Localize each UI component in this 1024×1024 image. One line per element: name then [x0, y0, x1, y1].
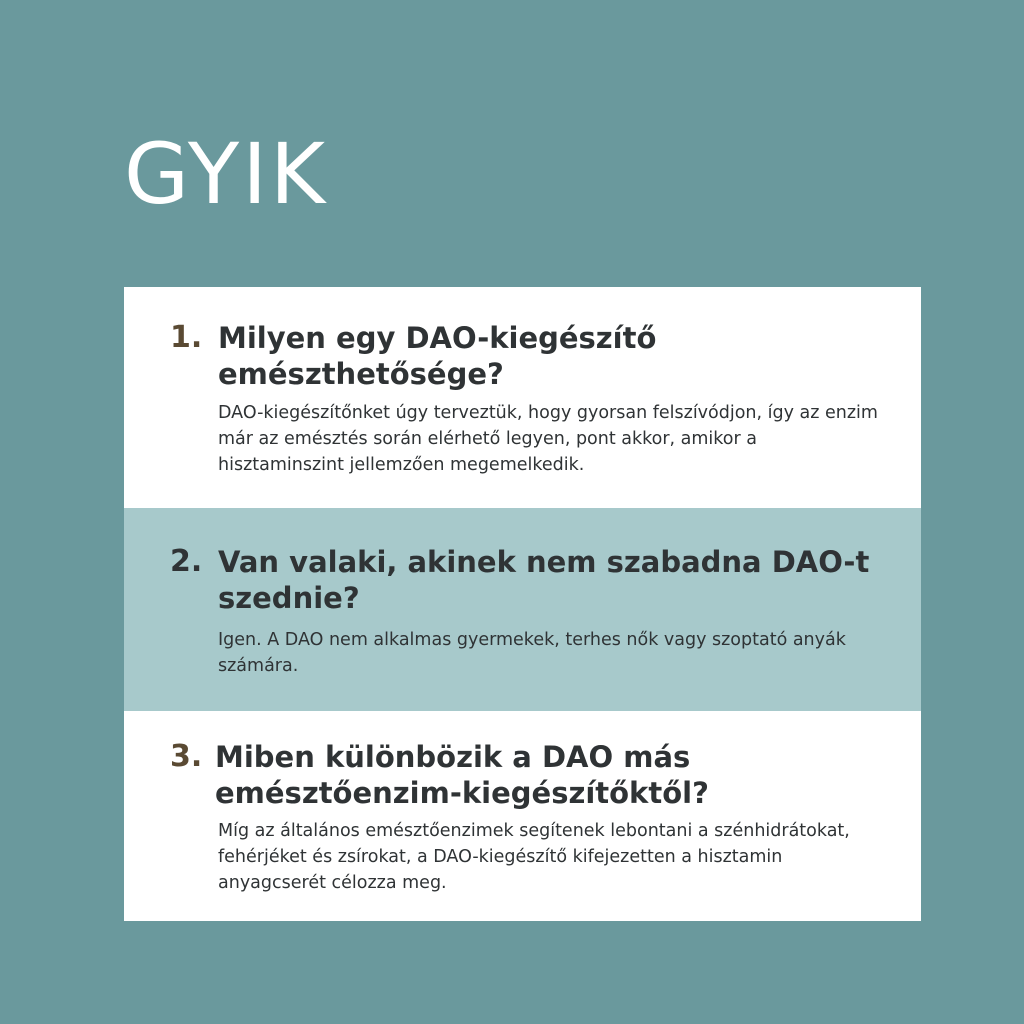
faq-answer: Igen. A DAO nem alkalmas gyermekek, terhes nők vagy szoptató anyák számára.	[218, 630, 846, 676]
faq-item-3	[124, 711, 921, 921]
faq-number: 3.	[170, 739, 203, 774]
faq-number: 1.	[170, 320, 203, 355]
faq-question: Milyen egy DAO-kiegészítő emészthetősége?	[218, 321, 657, 391]
faq-answer: DAO-kiegészítőnket úgy terveztük, hogy gyorsan felszívódjon, így az enzim már az emésztés során elérhető legyen, pont akkor, amikor a hisztaminszint jellemzően megemelkedik.	[218, 403, 878, 475]
faq-question: Miben különbözik a DAO más emésztőenzim-kiegészítőktől?	[215, 740, 709, 810]
faq-answer: Míg az általános emésztőenzimek segítenek lebontani a szénhidrátokat, fehérjéket és zsírokat, a DAO-kiegészítő kifejezetten a hisztamin anyagcserét célozza meg.	[218, 821, 850, 893]
faq-item-1	[124, 287, 921, 508]
page-title: GYIK	[124, 125, 329, 223]
faq-number: 2.	[170, 544, 203, 579]
faq-question: Van valaki, akinek nem szabadna DAO-t szednie?	[218, 545, 870, 615]
faq-item-2	[124, 508, 921, 711]
faq-card	[124, 287, 921, 921]
